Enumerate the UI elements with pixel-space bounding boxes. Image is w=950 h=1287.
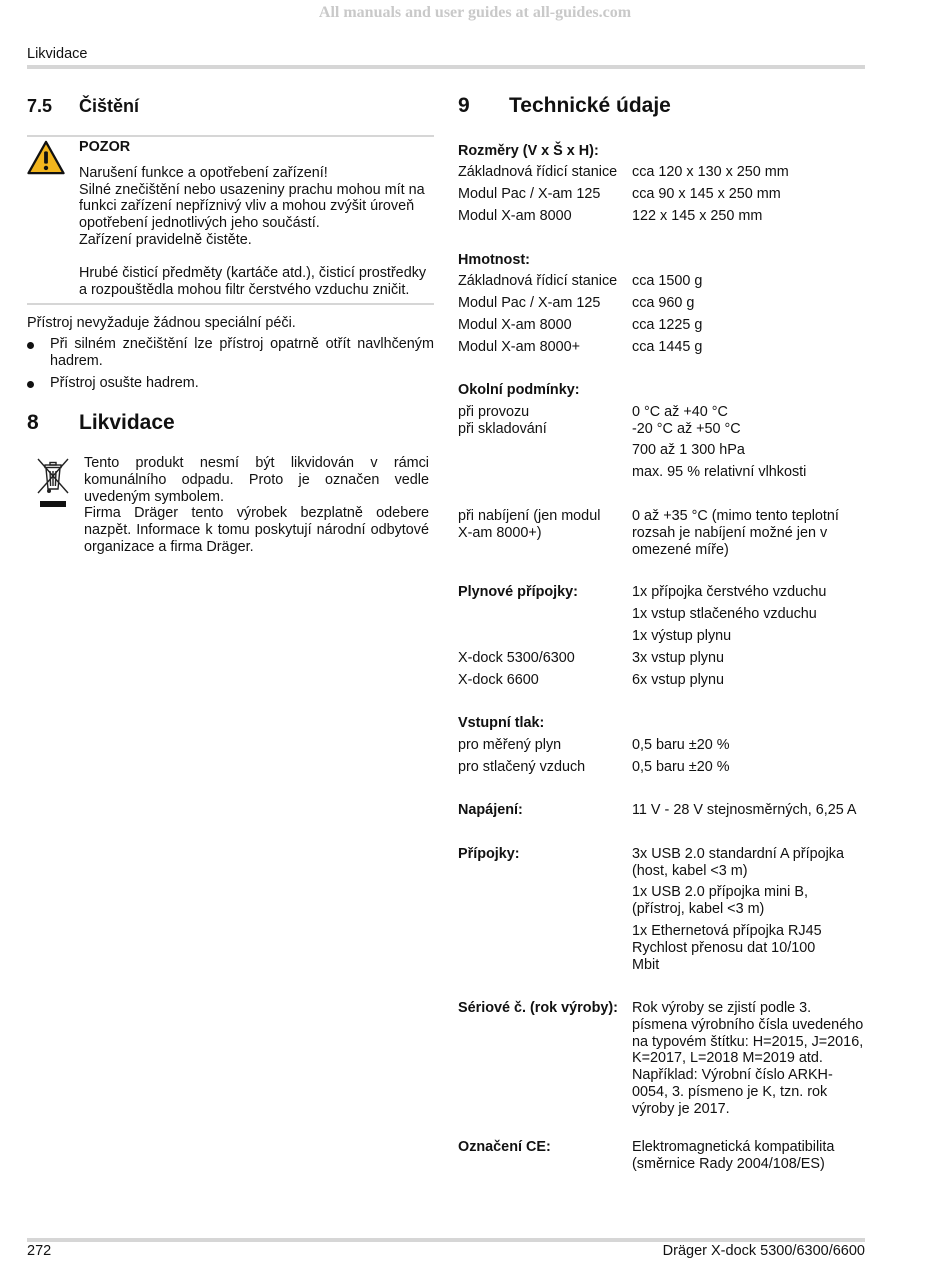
serial-label: Sériové č. (rok výroby):: [458, 1000, 618, 1016]
header-rule: [27, 65, 865, 69]
warning-line: Zařízení pravidelně čistěte.: [79, 231, 252, 248]
spec-label: Modul X-am 8000: [458, 208, 572, 224]
watermark: All manuals and user guides at all-guides.com: [318, 4, 632, 21]
spec-value: 0 až +35 °C (mimo tento teplotní rozsah je nabíjení možné jen v omezené míře): [632, 508, 839, 558]
spec-value: max. 95 % relativní vlhkosti: [632, 464, 807, 480]
care-intro: Přístroj nevyžaduje žádnou speciální péči.: [27, 315, 296, 331]
spec-value: 122 x 145 x 250 mm: [632, 208, 763, 224]
section-title: Likvidace: [79, 411, 175, 434]
disposal-paragraph: Firma Dräger tento výrobek bezplatně odebere nazpět. Informace k tomu poskytují národní odbytové organizace a firma Dräger.: [84, 505, 429, 555]
list-item: [27, 375, 434, 392]
spec-value: cca 1445 g: [632, 339, 703, 355]
spec-label: Modul X-am 8000+: [458, 339, 580, 355]
spec-value: cca 960 g: [632, 295, 695, 311]
spec-value: 3x vstup plynu: [632, 650, 724, 666]
spec-label: pro stlačený vzduch: [458, 759, 586, 775]
spec-label: X-dock 6600: [458, 672, 539, 688]
section-number: 9: [458, 94, 470, 117]
spec-label: Základnová řídicí stanice: [458, 164, 618, 180]
list-item: [27, 336, 434, 370]
section-title: Technické údaje: [509, 94, 671, 117]
list-item-text: Přístroj osušte hadrem.: [50, 374, 199, 391]
disposal-paragraph: Tento produkt nesmí být likvidován v rámci komunálního odpadu. Proto je označen vedle uvedeným symbolem.: [84, 455, 429, 505]
spec-value: 1x USB 2.0 přípojka mini B, (přístroj, kabel <3 m): [632, 884, 808, 917]
spec-value: 0 °C až +40 °C: [632, 404, 728, 420]
spec-value: cca 1225 g: [632, 317, 703, 333]
ambient-heading: Okolní podmínky:: [458, 382, 580, 398]
spec-label: při skladování: [458, 421, 547, 437]
connections-label: Přípojky:: [458, 846, 520, 862]
spec-value: cca 120 x 130 x 250 mm: [632, 164, 789, 180]
gas-heading: Plynové přípojky:: [458, 584, 578, 600]
power-label: Napájení:: [458, 802, 523, 818]
spec-value: -20 °C až +50 °C: [632, 421, 741, 437]
weight-heading: Hmotnost:: [458, 252, 530, 268]
spec-label: Modul Pac / X-am 125: [458, 186, 601, 202]
dimensions-heading: Rozměry (V x Š x H):: [458, 143, 599, 159]
warning-rule-bottom: [27, 303, 434, 305]
spec-value: 1x Ethernetová přípojka RJ45 Rychlost přenosu dat 10/100 Mbit: [632, 923, 822, 973]
spec-label: pro měřený plyn: [458, 737, 562, 753]
warning-triangle-icon: [27, 140, 65, 176]
spec-value: 0,5 baru ±20 %: [632, 759, 730, 775]
footer-product-name: Dräger X-dock 5300/6300/6600: [662, 1243, 865, 1259]
spec-value: 0,5 baru ±20 %: [632, 737, 730, 753]
warning-line: Narušení funkce a opotřebení zařízení!: [79, 164, 328, 181]
spec-label: při nabíjení (jen modul X-am 8000+): [458, 508, 601, 541]
spec-value: 6x vstup plynu: [632, 672, 724, 688]
spec-value: 1x vstup stlačeného vzduchu: [632, 606, 817, 622]
warning-box: [79, 139, 435, 298]
serial-value: Rok výroby se zjistí podle 3. písmena výrobního čísla uvedeného na typovém štítku: H=2015, J=2016, K=2017, L=2018 M=2019 atd.: [632, 1000, 864, 1067]
spec-label: Základnová řídicí stanice: [458, 273, 618, 289]
spec-label: Modul X-am 8000: [458, 317, 572, 333]
spec-label: X-dock 5300/6300: [458, 650, 575, 666]
serial-example: Například: Výrobní číslo ARKH-0054, 3. písmeno je K, tzn. rok výroby je 2017.: [632, 1067, 833, 1117]
spec-value: 1x přípojka čerstvého vzduchu: [632, 584, 827, 600]
bullet-icon: [27, 381, 34, 388]
warning-title: POZOR: [79, 139, 131, 155]
crossed-out-bin-icon: [36, 457, 70, 509]
spec-value: cca 1500 g: [632, 273, 703, 289]
spec-value: 1x výstup plynu: [632, 628, 732, 644]
section-number: 7.5: [27, 96, 53, 116]
list-item-text: Při silném znečištění lze přístroj opatrně otřít navlhčeným hadrem.: [50, 336, 434, 369]
spec-label: Modul Pac / X-am 125: [458, 295, 601, 311]
spec-value: Elektromagnetická kompatibilita (směrnice Rady 2004/108/ES): [632, 1139, 835, 1172]
warning-note: Hrubé čisticí předměty (kartáče atd.), čisticí prostředky a rozpouštědla mohou filtr čerstvého vzduchu zničit.: [79, 264, 427, 298]
spec-label: při provozu: [458, 404, 530, 420]
spec-value: 11 V - 28 V stejnosměrných, 6,25 A: [632, 802, 857, 818]
section-title: Čištění: [79, 96, 140, 116]
disposal-text: [84, 455, 429, 556]
spec-value: cca 90 x 145 x 250 mm: [632, 186, 781, 202]
running-header: Likvidace: [27, 46, 88, 62]
warning-line: Silné znečištění nebo usazeniny prachu mohou mít na funkci zařízení nepříznivý vliv a mohou zvýšit úroveň opotřebení jednotlivých jeho součástí.: [79, 181, 425, 232]
ce-label: Označení CE:: [458, 1139, 551, 1155]
footer-rule: [27, 1238, 865, 1242]
page-number: 272: [27, 1243, 52, 1259]
spec-value: [632, 1000, 864, 1118]
bullet-icon: [27, 342, 34, 349]
warning-rule-top: [27, 135, 434, 137]
bullet-list: [27, 336, 434, 396]
spec-value: 3x USB 2.0 standardní A přípojka (host, kabel <3 m): [632, 846, 844, 879]
section-number: 8: [27, 411, 39, 434]
spec-value: 700 až 1 300 hPa: [632, 442, 745, 458]
inlet-pressure-heading: Vstupní tlak:: [458, 715, 545, 731]
